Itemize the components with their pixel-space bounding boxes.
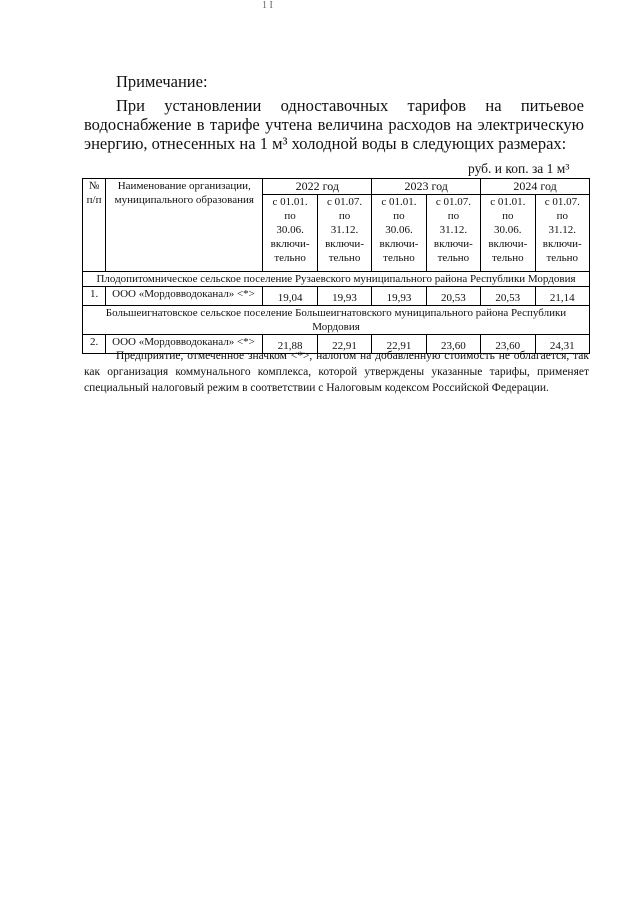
- footnote: Предприятие, отмеченное значком <*>, налогом на добавленную стоимость не облагается, так как организация коммунального комплекса, которой утверждены указанные тарифы, применяет специальный налоговый режим в соответствии с Налоговым кодексом Российской Федерации.: [84, 350, 589, 394]
- table-row: [83, 287, 590, 306]
- tariff-value: 20,53: [481, 287, 535, 306]
- period-header: с 01.01. по 30.06. включи- тельно: [263, 195, 317, 272]
- section-title: Плодопитомническое сельское поселение Рузаевского муниципального района Республики Мордовия: [83, 272, 590, 287]
- tariff-value: 19,93: [317, 287, 371, 306]
- year-header-2023: 2023 год: [372, 179, 481, 195]
- tariff-value: 20,53: [426, 287, 480, 306]
- tariff-value: 22,91: [317, 335, 371, 354]
- organization-name: ООО «Мордовводоканал» <*>: [106, 335, 263, 354]
- period-header: с 01.01. по 30.06. включи- тельно: [481, 195, 535, 272]
- column-header-number: № п/п: [83, 179, 106, 272]
- tariff-value: 22,91: [372, 335, 426, 354]
- row-number: 1.: [83, 287, 106, 306]
- period-header: с 01.07. по 31.12. включи- тельно: [535, 195, 589, 272]
- tariff-value: 23,60: [426, 335, 480, 354]
- units-label: руб. и коп. за 1 м³: [468, 161, 570, 176]
- year-header-2024: 2024 год: [481, 179, 590, 195]
- section-title: Большеигнатовское сельское поселение Большеигнатовского муниципального района Республики Мордовия: [83, 306, 590, 335]
- row-number: 2.: [83, 335, 106, 354]
- organization-name: ООО «Мордовводоканал» <*>: [106, 287, 263, 306]
- period-header: с 01.01. по 30.06. включи- тельно: [372, 195, 426, 272]
- tariff-value: 23,60: [481, 335, 535, 354]
- column-header-organization: Наименование организации, муниципального образования: [106, 179, 263, 272]
- note-paragraph: При установлении одноставочных тарифов на питьевое водоснабжение в тарифе учтена величина расходов на электрическую энергию, отнесенных на 1 м³ холодной воды в следующих размерах:: [84, 96, 584, 153]
- note-title: Примечание:: [116, 72, 208, 91]
- tariff-value: 21,14: [535, 287, 589, 306]
- period-header: с 01.07. по 31.12. включи- тельно: [426, 195, 480, 272]
- tariff-table: [82, 178, 590, 354]
- tariff-value: 21,88: [263, 335, 317, 354]
- tariff-value: 19,04: [263, 287, 317, 306]
- year-header-2022: 2022 год: [263, 179, 372, 195]
- page-top-mark: 1 I: [262, 0, 273, 11]
- tariff-value: 24,31: [535, 335, 589, 354]
- tariff-value: 19,93: [372, 287, 426, 306]
- period-header: с 01.07. по 31.12. включи- тельно: [317, 195, 371, 272]
